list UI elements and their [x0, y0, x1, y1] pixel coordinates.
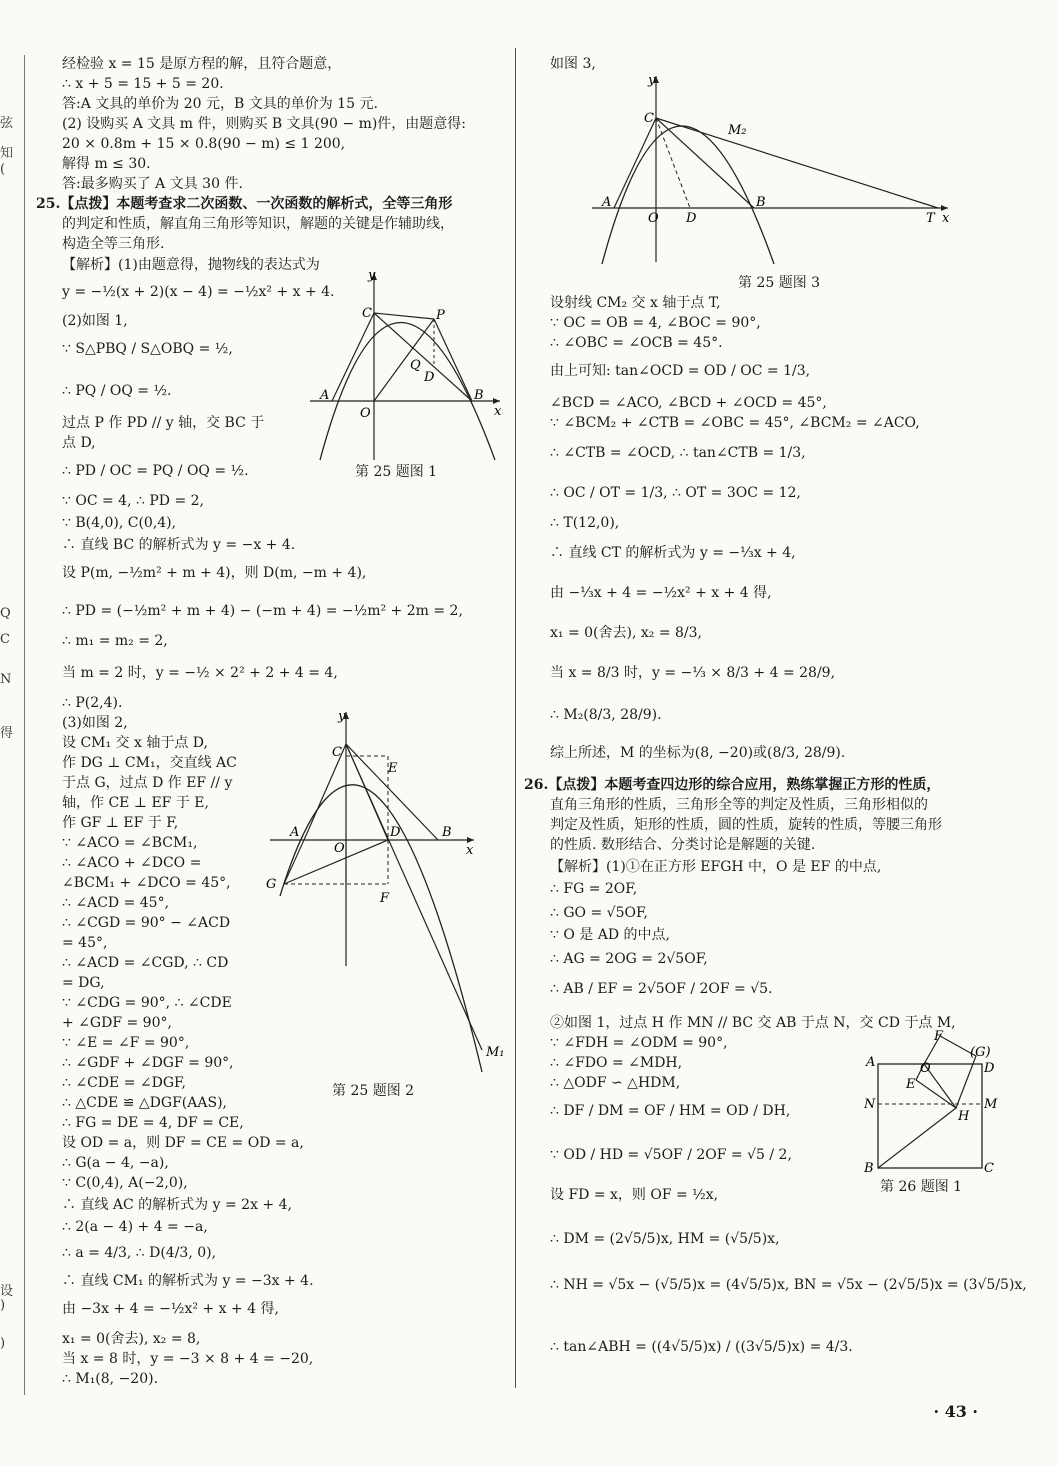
text-line: 由 −3x + 4 = −½x² + x + 4 得, [62, 1301, 279, 1317]
text-line: 综上所述，M 的坐标为(8, −20)或(8/3, 28/9). [550, 745, 846, 761]
text-line: 构造全等三角形. [62, 236, 165, 252]
text-line: 当 x = 8/3 时，y = −⅓ × 8/3 + 4 = 28/9, [550, 665, 836, 681]
fig4-label-f: F [934, 1029, 944, 1044]
text-line: ∴ tan∠ABH = ((4√5/5)x) / ((3√5/5)x) = 4/3. [550, 1339, 853, 1355]
text-line: ∴ △CDE ≌ △DGF(AAS), [62, 1095, 227, 1111]
edge-char: 知 [0, 146, 14, 161]
text-line: x₁ = 0(舍去), x₂ = 8, [62, 1331, 201, 1347]
fig4-label-e: E [906, 1077, 916, 1092]
fig2-label-b: B [442, 825, 452, 840]
edge-char: ) [0, 1336, 6, 1351]
text-line: ∴ ∠ACO + ∠DCO = [62, 855, 202, 871]
fig4-label-a: A [866, 1055, 876, 1070]
fig3-label-b: B [756, 195, 766, 210]
fig2-label-a: A [290, 825, 300, 840]
problem-26-heading: 26.【点拨】本题考查四边形的综合应用，熟练掌握正方形的性质， [524, 777, 941, 793]
figure-26-1-caption: 第 26 题图 1 [880, 1179, 963, 1195]
text-line: ∴ FG = DE = 4, DF = CE, [62, 1115, 244, 1131]
fig2-label-m1: M₁ [486, 1045, 505, 1060]
text-line: ∵ ∠CDG = 90°, ∴ ∠CDE [62, 995, 232, 1011]
edge-char: N [0, 672, 12, 687]
edge-char: ( [0, 162, 6, 177]
text-line: ∴ PQ / OQ = ½. [62, 383, 172, 399]
text-line: ∴ m₁ = m₂ = 2, [62, 633, 168, 649]
text-line: 当 m = 2 时，y = −½ × 2² + 2 + 4 = 4, [62, 665, 338, 681]
text-line: ∵ S△PBQ / S△OBQ = ½, [62, 341, 233, 357]
text-line: 答:最多购买了 A 文具 30 件. [62, 176, 243, 192]
fig3-label-y: y [648, 73, 656, 88]
fig4-label-o: O [920, 1061, 931, 1076]
fig4-label-b: B [864, 1161, 874, 1176]
text-line: ∴ ∠FDO = ∠MDH, [550, 1055, 683, 1071]
text-line: (3)如图 2, [62, 715, 128, 731]
text-line: (2) 设购买 A 文具 m 件，则购买 B 文具(90 − m)件，由题意得: [62, 116, 467, 132]
text-line: 设 OD = a，则 DF = CE = OD = a, [62, 1135, 304, 1151]
fig1-label-b: B [474, 388, 484, 403]
text-line: 于点 G，过点 D 作 EF // y [62, 775, 233, 791]
fig2-label-e: E [388, 761, 398, 776]
text-line: ∴ PD / OC = PQ / OQ = ½. [62, 463, 249, 479]
text-line: 【解析】(1)①在正方形 EFGH 中，O 是 EF 的中点, [550, 859, 882, 875]
text-line: ∵ O 是 AD 的中点, [550, 927, 670, 943]
fig3-label-a: A [602, 195, 612, 210]
text-line: ∴ ∠GDF + ∠DGF = 90°, [62, 1055, 234, 1071]
text-line: ∴ M₂(8/3, 28/9). [550, 707, 662, 723]
text-line: ∴ ∠OBC = ∠OCB = 45°. [550, 335, 723, 351]
text-line: 作 DG ⊥ CM₁，交直线 AC [62, 755, 237, 771]
text-line: ∴ G(a − 4, −a), [62, 1155, 169, 1171]
text-line: ∴ T(12,0), [550, 515, 620, 531]
text-line: ∵ B(4,0), C(0,4), [62, 515, 177, 531]
text-line: 如图 3, [550, 56, 596, 72]
text-line: ∴ OC / OT = 1/3, ∴ OT = 3OC = 12, [550, 485, 801, 501]
text-line: 的判定和性质，解直角三角形等知识，解题的关键是作辅助线， [62, 216, 454, 232]
edge-char: 设 [0, 1284, 14, 1299]
text-line: ∠BCD = ∠ACO, ∠BCD + ∠OCD = 45°, [550, 395, 827, 411]
text-line: ∴ ∠CTB = ∠OCD, ∴ tan∠CTB = 1/3, [550, 445, 806, 461]
text-line: ∴ ∠ACD = 45°, [62, 895, 170, 911]
fig2-label-f: F [380, 891, 390, 906]
fig3-label-m2: M₂ [728, 123, 747, 138]
text-line: ∴ ∠CDE = ∠DGF, [62, 1075, 186, 1091]
figure-25-1 [310, 265, 510, 465]
text-line: ∴ AB / EF = 2√5OF / 2OF = √5. [550, 981, 773, 997]
text-line: ∴ ∠ACD = ∠CGD, ∴ CD [62, 955, 229, 971]
text-line: ∴ 直线 CM₁ 的解析式为 y = −3x + 4. [62, 1273, 314, 1289]
fig1-label-a: A [320, 388, 330, 403]
text-line: ∴ ∠CGD = 90° − ∠ACD [62, 915, 231, 931]
text-line: ∠BCM₁ + ∠DCO = 45°, [62, 875, 231, 891]
figure-25-3-caption: 第 25 题图 3 [738, 275, 821, 291]
fig2-label-x: x [466, 843, 474, 858]
text-line: 由 −⅓x + 4 = −½x² + x + 4 得, [550, 585, 772, 601]
text-line: + ∠GDF = 90°, [62, 1015, 172, 1031]
figure-25-2-caption: 第 25 题图 2 [332, 1083, 415, 1099]
text-line: 当 x = 8 时，y = −3 × 8 + 4 = −20, [62, 1351, 314, 1367]
text-line: ∵ OC = 4, ∴ PD = 2, [62, 493, 204, 509]
fig2-label-o: O [334, 841, 345, 856]
figure-25-1-caption: 第 25 题图 1 [355, 464, 438, 480]
column-divider [515, 48, 516, 1388]
text-line: 设 CM₁ 交 x 轴于点 D, [62, 735, 208, 751]
text-line: = DG, [62, 975, 105, 991]
fig4-label-c: C [984, 1161, 994, 1176]
fig1-label-x: x [494, 404, 502, 419]
fig1-label-c: C [362, 306, 372, 321]
text-line: ∴ M₁(8, −20). [62, 1371, 159, 1387]
text-line: 【解析】(1)由题意得，抛物线的表达式为 [62, 257, 320, 273]
text-line: 答:A 文具的单价为 20 元，B 文具的单价为 15 元. [62, 96, 378, 112]
text-line: ∴ 直线 BC 的解析式为 y = −x + 4. [62, 537, 296, 553]
text-line: x₁ = 0(舍去), x₂ = 8/3, [550, 625, 702, 641]
text-line: ∴ DF / DM = OF / HM = OD / DH, [550, 1103, 791, 1119]
text-line: ∵ ∠FDH = ∠ODM = 90°, [550, 1035, 728, 1051]
problem-25-heading: 25.【点拨】本题考查求二次函数、一次函数的解析式，全等三角形 [36, 196, 453, 212]
fig2-label-c: C [332, 745, 342, 760]
text-line: ∵ ∠BCM₂ + ∠CTB = ∠OBC = 45°, ∠BCM₂ = ∠ACO, [550, 415, 920, 431]
fig3-label-c: C [644, 111, 654, 126]
text-line: 点 D, [62, 435, 96, 451]
text-line: ∵ ∠ACO = ∠BCM₁, [62, 835, 198, 851]
text-line: 轴，作 CE ⊥ EF 于 E, [62, 795, 209, 811]
text-line: 直角三角形的性质，三角形全等的判定及性质，三角形相似的 [550, 797, 928, 813]
fig4-label-g: (G) [970, 1045, 991, 1060]
text-line: ∴ FG = 2OF, [550, 881, 638, 897]
fig2-label-g: G [266, 877, 277, 892]
text-line: ∴ DM = (2√5/5)x, HM = (√5/5)x, [550, 1231, 780, 1247]
edge-char: ) [0, 1298, 6, 1313]
fig3-label-o: O [648, 211, 659, 226]
fig3-label-x: x [942, 211, 950, 226]
text-line: 设 P(m, −½m² + m + 4)，则 D(m, −m + 4), [62, 565, 367, 581]
edge-char: 得 [0, 726, 14, 741]
figure-25-3 [592, 72, 962, 272]
fig4-label-h: H [958, 1109, 970, 1124]
fig1-label-d: D [424, 370, 435, 385]
binding-edge-line [24, 55, 25, 1395]
figure-26-1 [858, 1028, 1008, 1178]
fig3-label-t: T [926, 211, 935, 226]
fig1-label-p: P [436, 308, 445, 323]
fig4-label-m: M [984, 1097, 998, 1112]
fig4-label-n: N [864, 1097, 876, 1112]
text-line: ∴ GO = √5OF, [550, 905, 648, 921]
text-line: 判定及性质，矩形的性质，圆的性质，旋转的性质，等腰三角形 [550, 817, 942, 833]
text-line: ∴ x + 5 = 15 + 5 = 20. [62, 76, 224, 92]
text-line: ∴ a = 4/3, ∴ D(4/3, 0), [62, 1245, 217, 1261]
fig1-label-o: O [360, 406, 371, 421]
text-line: 的性质. 数形结合、分类讨论是解题的关键. [550, 837, 816, 853]
text-line: ∵ ∠E = ∠F = 90°, [62, 1035, 190, 1051]
text-line: ∵ OC = OB = 4, ∠BOC = 90°, [550, 315, 761, 331]
text-line: 过点 P 作 PD // y 轴，交 BC 于 [62, 415, 265, 431]
text-line: 经检验 x = 15 是原方程的解，且符合题意， [62, 56, 342, 72]
fig3-label-d: D [686, 211, 697, 226]
text-line: ∵ OD / HD = √5OF / 2OF = √5 / 2, [550, 1147, 792, 1163]
text-line: 作 GF ⊥ EF 于 F, [62, 815, 179, 831]
text-line: ∴ AG = 2OG = 2√5OF, [550, 951, 708, 967]
text-line: ∴ PD = (−½m² + m + 4) − (−m + 4) = −½m² + 2m = 2, [62, 603, 463, 619]
edge-char: Q [0, 606, 11, 621]
text-line: ∴ △ODF ∽ △HDM, [550, 1075, 681, 1091]
page-number: · 43 · [933, 1402, 978, 1421]
text-line: 设 FD = x，则 OF = ½x, [550, 1187, 719, 1203]
text-line: y = −½(x + 2)(x − 4) = −½x² + x + 4. [62, 284, 335, 300]
text-line: ∴ 2(a − 4) + 4 = −a, [62, 1219, 208, 1235]
text-line: (2)如图 1, [62, 313, 128, 329]
fig1-label-y: y [368, 268, 376, 283]
text-line: 20 × 0.8m + 15 × 0.8(90 − m) ≤ 1 200, [62, 136, 346, 152]
fig2-label-y: y [338, 709, 346, 724]
text-line: ∴ 直线 AC 的解析式为 y = 2x + 4, [62, 1197, 292, 1213]
edge-char: C [0, 632, 10, 647]
fig4-label-d: D [984, 1061, 995, 1076]
text-line: ∵ C(0,4), A(−2,0), [62, 1175, 188, 1191]
text-line: ∴ P(2,4). [62, 695, 123, 711]
fig2-label-d: D [390, 825, 401, 840]
text-line: 由上可知: tan∠OCD = OD / OC = 1/3, [550, 363, 811, 379]
figure-25-2 [260, 706, 510, 1076]
text-line: = 45°, [62, 935, 108, 951]
text-line: ∴ NH = √5x − (√5/5)x = (4√5/5)x, BN = √5x − (2√5/5)x = (3√5/5)x, [550, 1277, 1027, 1293]
text-line: 解得 m ≤ 30. [62, 156, 151, 172]
text-line: 设射线 CM₂ 交 x 轴于点 T, [550, 295, 721, 311]
text-line: ∴ 直线 CT 的解析式为 y = −⅓x + 4, [550, 545, 796, 561]
fig1-label-q: Q [410, 358, 421, 373]
edge-char: 弦 [0, 116, 14, 131]
text-line: ②如图 1，过点 H 作 MN // BC 交 AB 于点 N，交 CD 于点 M, [550, 1015, 956, 1031]
